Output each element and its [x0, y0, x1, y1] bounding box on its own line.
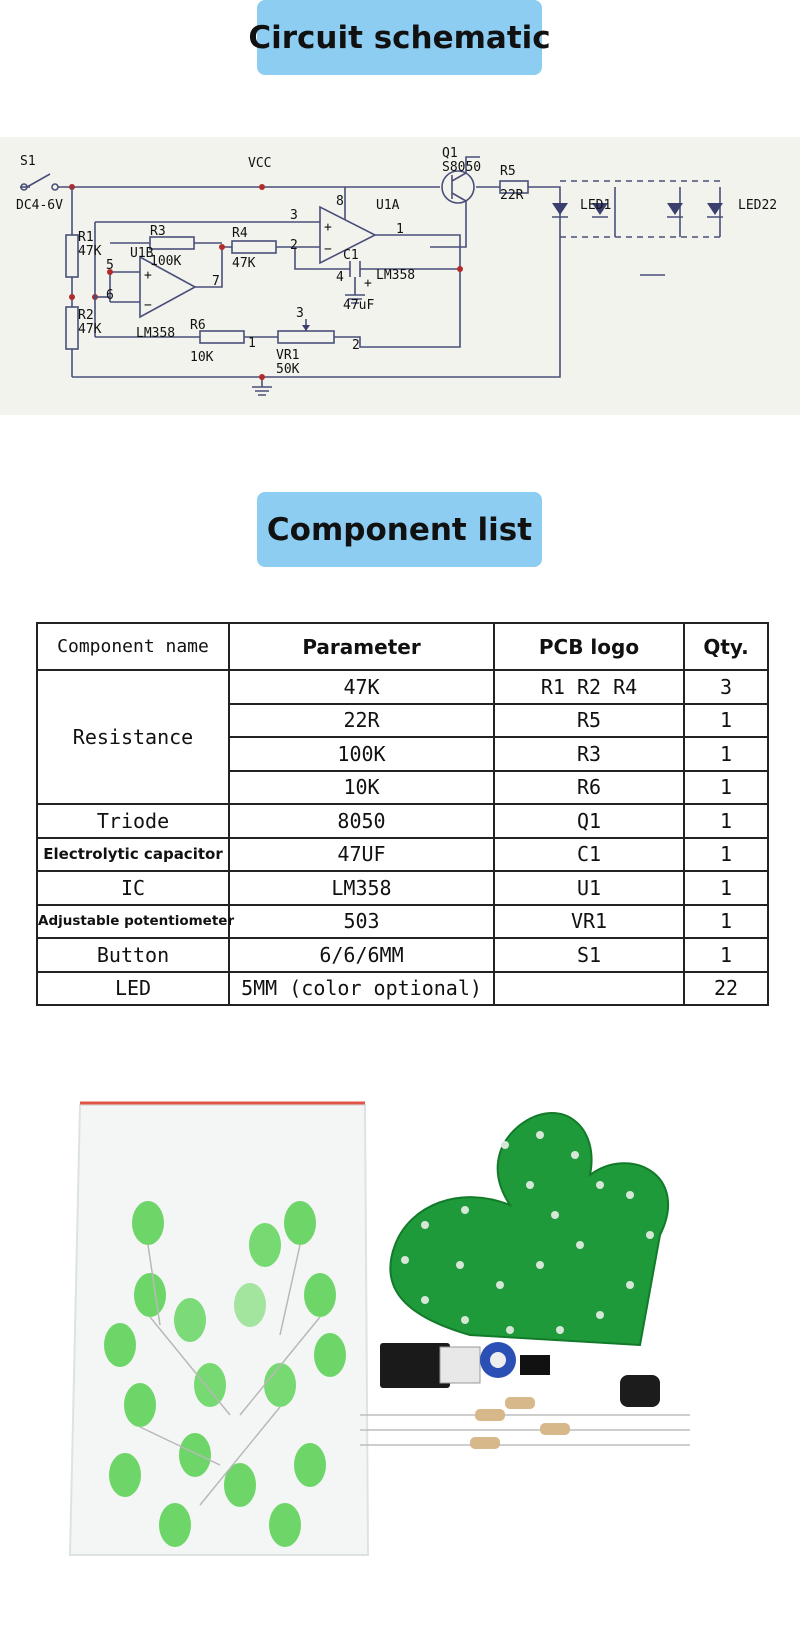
qty-cell: 1	[684, 804, 768, 838]
logo-cell: R6	[494, 771, 684, 805]
table-header-row	[37, 623, 768, 670]
lm358-a-label: LM358	[376, 268, 416, 283]
name-cell: Electrolytic capacitor	[37, 838, 229, 872]
param-cell: LM358	[229, 871, 494, 905]
table-row	[37, 670, 768, 704]
name-cell: IC	[37, 871, 229, 905]
s1-label: S1	[20, 154, 36, 169]
r6-value: 10K	[190, 350, 214, 365]
q1-part-label: S8050	[442, 160, 482, 175]
led22-label: LED22	[738, 198, 778, 213]
heart-pcb	[390, 1113, 668, 1345]
logo-cell: Q1	[494, 804, 684, 838]
logo-cell: VR1	[494, 905, 684, 939]
u1b-label: U1B	[130, 246, 154, 261]
pin6-label: 6	[106, 288, 114, 303]
circuit-schematic	[0, 137, 800, 415]
c1-value: 47uF	[343, 298, 375, 313]
param-cell: 5MM (color optional)	[229, 972, 494, 1006]
r2-value: 47K	[78, 322, 102, 337]
resistance-name: Resistance	[37, 670, 229, 804]
header-pcb-logo: PCB logo	[494, 623, 684, 670]
param-cell: 6/6/6MM	[229, 938, 494, 972]
kit-photo	[0, 1085, 800, 1565]
r6-label: R6	[190, 318, 206, 333]
logo-cell: C1	[494, 838, 684, 872]
qty-cell: 1	[684, 704, 768, 738]
pin3-label: 3	[290, 208, 298, 223]
r3-value: 100K	[150, 254, 182, 269]
table-row	[37, 972, 768, 1006]
qty-cell: 1	[684, 938, 768, 972]
param-cell: 8050	[229, 804, 494, 838]
table-row	[37, 871, 768, 905]
header-component-name: Component name	[37, 623, 229, 670]
table-row	[37, 938, 768, 972]
vr1-label: VR1	[276, 348, 300, 363]
name-cell: LED	[37, 972, 229, 1006]
pin7-label: 7	[212, 274, 220, 289]
table-row	[37, 838, 768, 872]
qty-cell: 1	[684, 838, 768, 872]
u1a-plus: +	[324, 220, 332, 235]
vr-pin3-label: 3	[296, 306, 304, 321]
r3-label: R3	[150, 224, 166, 239]
r2-label: R2	[78, 308, 94, 323]
pin5-label: 5	[106, 258, 114, 273]
name-cell: Triode	[37, 804, 229, 838]
param-cell: 100K	[229, 737, 494, 771]
vr-pin2-label: 2	[352, 338, 360, 353]
cap-plus: +	[364, 276, 372, 291]
c1-label: C1	[343, 248, 359, 263]
table-row	[37, 905, 768, 939]
component-table	[36, 622, 769, 1006]
qty-cell: 1	[684, 871, 768, 905]
u1b-minus: −	[144, 298, 152, 313]
r5-value: 22R	[500, 188, 524, 203]
qty-cell: 1	[684, 771, 768, 805]
lm358-b-label: LM358	[136, 326, 176, 341]
param-cell: 47UF	[229, 838, 494, 872]
r4-value: 47K	[232, 256, 256, 271]
dc-label: DC4-6V	[16, 198, 63, 213]
pin1-label: 1	[396, 222, 404, 237]
param-cell: 47K	[229, 670, 494, 704]
q1-label: Q1	[442, 146, 458, 161]
header-parameter: Parameter	[229, 623, 494, 670]
logo-cell: S1	[494, 938, 684, 972]
param-cell: 503	[229, 905, 494, 939]
r1-label: R1	[78, 230, 94, 245]
pin4-label: 4	[336, 270, 344, 285]
r4-label: R4	[232, 226, 248, 241]
logo-cell: U1	[494, 871, 684, 905]
vcc-label: VCC	[248, 156, 272, 171]
vr-pin1-label: 1	[248, 336, 256, 351]
header-qty: Qty.	[684, 623, 768, 670]
param-cell: 22R	[229, 704, 494, 738]
u1a-minus: −	[324, 242, 332, 257]
u1b-plus: +	[144, 268, 152, 283]
logo-cell	[494, 972, 684, 1006]
qty-cell: 1	[684, 905, 768, 939]
led1-label: LED1	[580, 198, 612, 213]
component-list-heading: Component list	[257, 492, 542, 567]
qty-cell: 3	[684, 670, 768, 704]
vr1-value: 50K	[276, 362, 300, 377]
param-cell: 10K	[229, 771, 494, 805]
r1-value: 47K	[78, 244, 102, 259]
name-cell: Adjustable potentiometer	[37, 905, 229, 939]
logo-cell: R3	[494, 737, 684, 771]
r5-label: R5	[500, 164, 516, 179]
schematic-heading: Circuit schematic	[257, 0, 542, 75]
name-cell: Button	[37, 938, 229, 972]
logo-cell: R5	[494, 704, 684, 738]
qty-cell: 1	[684, 737, 768, 771]
qty-cell: 22	[684, 972, 768, 1006]
pin2-label: 2	[290, 238, 298, 253]
table-row	[37, 804, 768, 838]
u1a-label: U1A	[376, 198, 400, 213]
pin8-label: 8	[336, 194, 344, 209]
logo-cell: R1 R2 R4	[494, 670, 684, 704]
